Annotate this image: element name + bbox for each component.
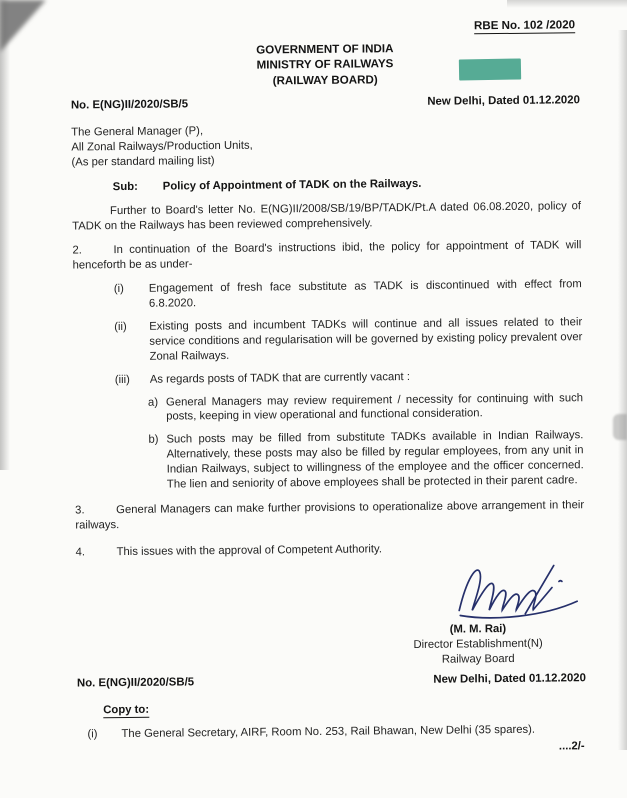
- footer-reference-row: [77, 672, 586, 692]
- signature-block: [370, 559, 586, 668]
- sublist-marker: a): [147, 396, 159, 409]
- list-item-ii: [114, 315, 582, 365]
- file-number: No. E(NG)II/2020/SB/5: [70, 98, 189, 112]
- list-item-iii: [115, 368, 583, 388]
- addressee-line-2: All Zonal Railways/Production Units,: [71, 139, 253, 154]
- paragraph-2: [72, 238, 581, 273]
- letterhead: [70, 39, 579, 90]
- place-date: New Delhi, Dated 01.12.2020: [427, 93, 580, 108]
- copy-to-label: Copy to:: [103, 704, 150, 717]
- letterhead-board: (RAILWAY BOARD): [272, 72, 378, 87]
- letterhead-government: GOVERNMENT OF INDIA: [256, 42, 394, 57]
- signatory-title: Director Establishment(N): [413, 637, 543, 651]
- list-item-i: [114, 277, 582, 312]
- paragraph-3-number: 3.: [75, 504, 85, 517]
- rbe-number: RBE No. 102 /2020: [473, 18, 576, 33]
- sublist-text: Such posts may be filled from substitute TADKs available in Indian Railways. Alternatively, these posts may also be filled by regular employees, from any unit in Indian Railways, subject to willingness of the employee and the officer concerned. The lien and seniority of above employees shall be protected in their parent cadre.: [166, 429, 584, 491]
- list-marker: (i): [113, 283, 124, 296]
- list-text: As regards posts of TADK that are currently vacant :: [149, 370, 410, 386]
- signatory-org: Railway Board: [441, 652, 515, 666]
- paragraph-1: Further to Board's letter No. E(NG)II/2008/SB/19/BP/TADK/Pt.A dated 06.08.2020, policy of TADK on the Railways has been reviewed comprehensively.: [72, 200, 582, 233]
- paragraph-4: [76, 540, 585, 560]
- addressee-line-3: (As per standard mailing list): [71, 154, 215, 169]
- subject-label: Sub:: [112, 180, 138, 193]
- subject-text: Policy of Appointment of TADK on the Railways.: [162, 177, 422, 193]
- copy-list-text: The General Secretary, AIRF, Room No. 253, Rail Bhawan, New Delhi (35 spares).: [121, 724, 536, 741]
- addressee-block: [71, 120, 580, 170]
- signature: [451, 559, 584, 622]
- copy-to-label-row: [103, 699, 586, 719]
- paragraph-4-number: 4.: [75, 546, 86, 559]
- sublist-item-a: [148, 391, 583, 425]
- addressee-line-1: The General Manager (P),: [71, 124, 204, 139]
- sublist-marker: b): [148, 433, 159, 447]
- reference-row: [71, 93, 580, 113]
- paragraph-2-text: In continuation of the Board's instructions ibid, the policy for appointment of TADK will henceforth be as under-: [72, 239, 582, 272]
- list-marker: (iii): [114, 373, 130, 386]
- letterhead-ministry: MINISTRY OF RAILWAYS: [256, 57, 394, 72]
- list-text: Existing posts and incumbent TADKs will continue and all issues related to their service conditions and regularisation will be governed by existing policy prevalent over Zonal Railways.: [149, 316, 583, 363]
- subject-line: [113, 175, 581, 195]
- page-marker: ....2/-: [558, 740, 585, 753]
- paragraph-4-text: This issues with the approval of Competent Authority.: [116, 543, 383, 558]
- sublist-text: General Managers may review requirement / necessity for continuing with such posts, keeping in view operational and functional consideration.: [165, 391, 584, 423]
- footer-place-date: New Delhi, Dated 01.12.2020: [433, 672, 587, 687]
- rbe-row: [70, 17, 575, 38]
- copy-list-marker: (i): [87, 728, 98, 741]
- list-marker: (ii): [114, 320, 127, 333]
- paragraph-3: [75, 498, 584, 533]
- signatory-name: (M. M. Rai): [449, 622, 507, 636]
- paragraph-2-number: 2.: [72, 244, 82, 257]
- footer-file-number: No. E(NG)II/2020/SB/5: [76, 676, 195, 690]
- paragraph-3-text: General Managers can make further provisions to operationalize above arrangement in their railways.: [75, 499, 585, 532]
- sublist-item-b: [148, 429, 584, 493]
- list-text: Engagement of fresh face substitute as TADK is discontinued with effect from 6.8.2020.: [148, 278, 582, 310]
